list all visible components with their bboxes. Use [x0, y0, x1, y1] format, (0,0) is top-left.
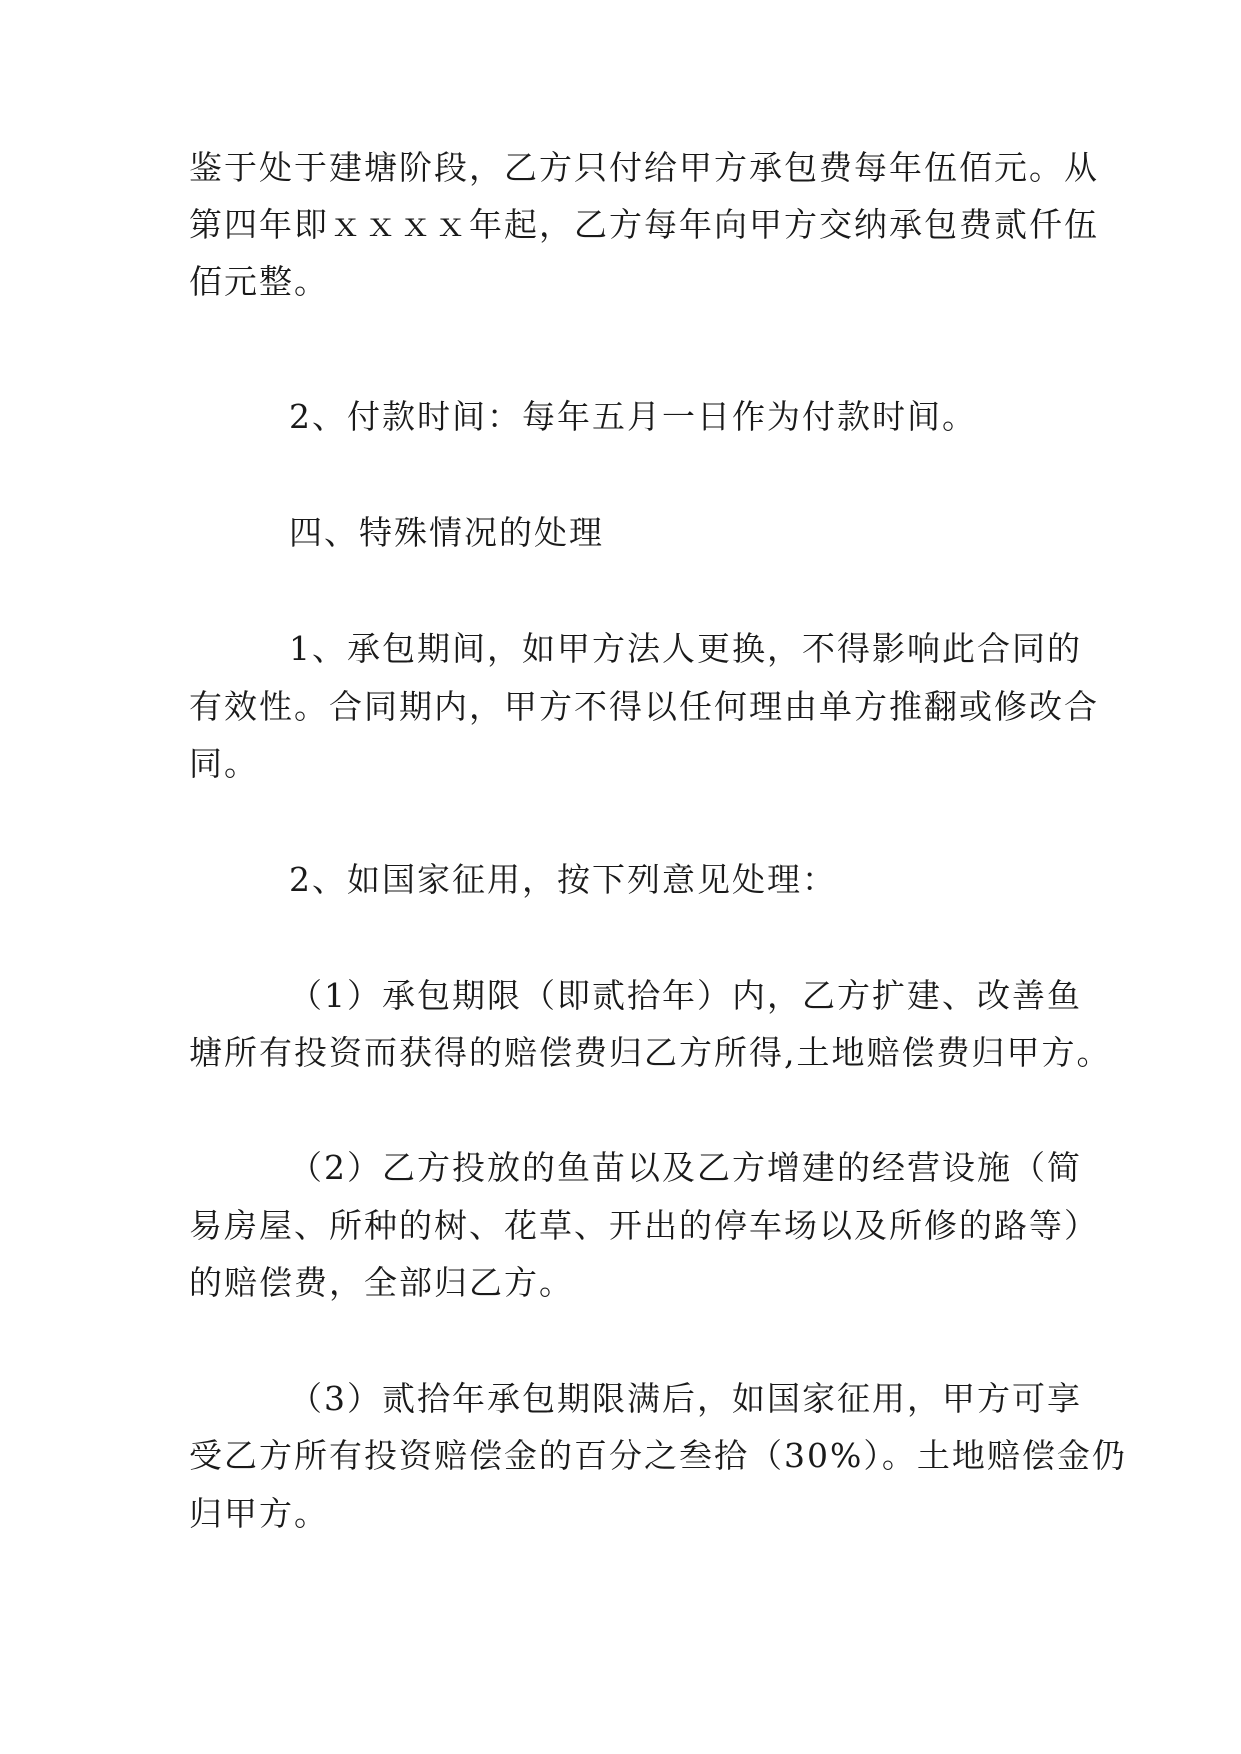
paragraph-8-line-3: 归甲方。 [189, 1494, 329, 1533]
paragraph-7-line-1: （2）乙方投放的鱼苗以及乙方增建的经营设施（简 [289, 1148, 1082, 1187]
paragraph-1-line-1: 鉴于处于建塘阶段，乙方只付给甲方承包费每年伍佰元。从 [189, 148, 1099, 187]
paragraph-2-line-1: 2、付款时间：每年五月一日作为付款时间。 [289, 397, 977, 436]
paragraph-4-line-1: 1、承包期间，如甲方法人更换，不得影响此合同的 [289, 629, 1082, 668]
paragraph-7-line-2: 易房屋、所种的树、花草、开出的停车场以及所修的路等） [189, 1206, 1099, 1245]
paragraph-7-line-3: 的赔偿费，全部归乙方。 [189, 1263, 574, 1302]
paragraph-4-line-2: 有效性。合同期内，甲方不得以任何理由单方推翻或修改合 [189, 687, 1099, 726]
paragraph-8-line-1: （3）贰拾年承包期限满后，如国家征用，甲方可享 [289, 1379, 1082, 1418]
section-heading: 四、特殊情况的处理 [289, 513, 604, 552]
paragraph-5-line-1: 2、如国家征用，按下列意见处理： [289, 860, 837, 899]
paragraph-4-line-3: 同。 [189, 744, 259, 783]
paragraph-6-line-2: 塘所有投资而获得的赔偿费归乙方所得,土地赔偿费归甲方。 [189, 1033, 1112, 1072]
paragraph-1-line-3: 佰元整。 [189, 262, 329, 301]
paragraph-6-line-1: （1）承包期限（即贰拾年）内，乙方扩建、改善鱼 [289, 976, 1082, 1015]
paragraph-8-line-2: 受乙方所有投资赔偿金的百分之叁拾（30%）。土地赔偿金仍 [189, 1436, 1127, 1475]
paragraph-1-line-2: 第四年即ｘｘｘｘ年起，乙方每年向甲方交纳承包费贰仟伍 [189, 205, 1099, 244]
